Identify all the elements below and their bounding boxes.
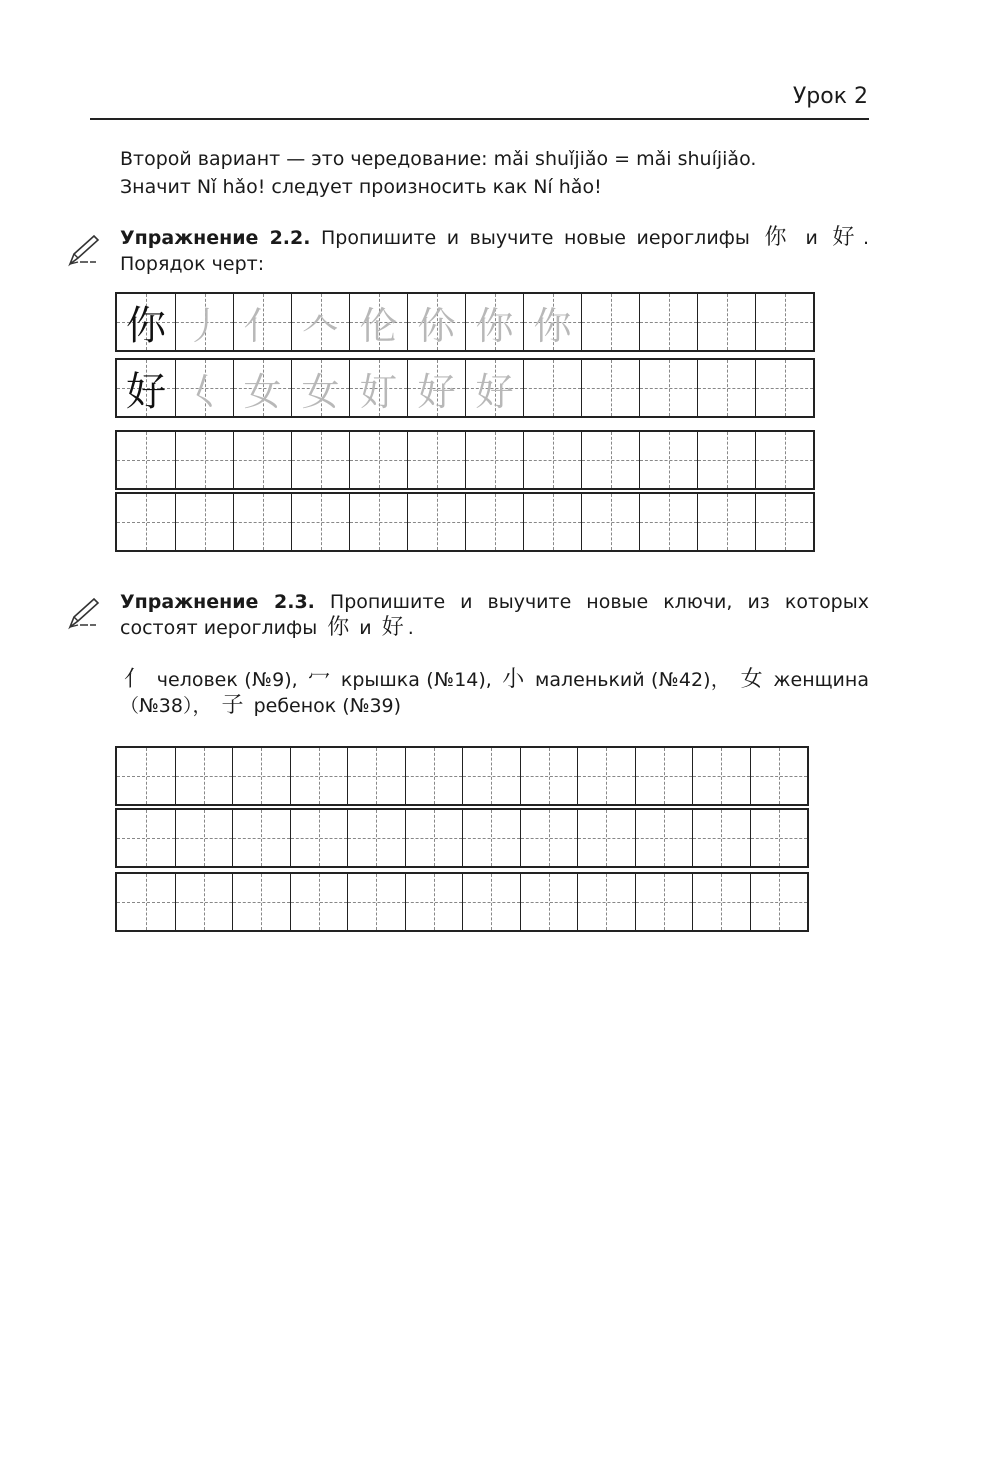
- grid-cell[interactable]: [465, 360, 523, 416]
- grid-cell[interactable]: [175, 874, 233, 930]
- grid-cell[interactable]: [692, 810, 750, 866]
- grid-cell[interactable]: [405, 874, 463, 930]
- grid-cell[interactable]: [697, 360, 755, 416]
- grid-cell[interactable]: [520, 748, 578, 804]
- radical-description: крышка (№14),: [334, 669, 492, 691]
- radical-description: маленький (№42): [528, 669, 711, 691]
- grid-cell[interactable]: [175, 748, 233, 804]
- grid-cell[interactable]: [462, 810, 520, 866]
- grid-cell[interactable]: [407, 432, 465, 488]
- grid-cell[interactable]: [462, 748, 520, 804]
- practice-row-hao: [115, 358, 815, 418]
- intro-line-1: Второй вариант — это чередование: mǎi shuǐjiǎo = mǎi shuíjiǎo.: [120, 148, 757, 170]
- stroke-order-step: 丿: [185, 303, 224, 348]
- pencil-icon: [64, 593, 104, 633]
- radical-separator: ，: [710, 669, 731, 691]
- exercise-2-2-label: Упражнение 2.2.: [120, 227, 311, 249]
- stroke-order-step: 你: [475, 303, 514, 348]
- radical-character: 亻: [124, 667, 147, 692]
- grid-cell[interactable]: [407, 294, 465, 350]
- practice-row-blank[interactable]: [115, 430, 815, 490]
- grid-cell[interactable]: [635, 810, 693, 866]
- stroke-order-step: 𠆢: [301, 303, 340, 348]
- radical-separator: ，: [192, 695, 212, 717]
- grid-cell[interactable]: [349, 432, 407, 488]
- grid-cell[interactable]: [697, 494, 755, 550]
- char-hao: 好: [832, 225, 859, 250]
- grid-cell[interactable]: [117, 748, 175, 804]
- grid-cell[interactable]: [291, 294, 349, 350]
- grid-cell[interactable]: [462, 874, 520, 930]
- grid-cell[interactable]: [639, 432, 697, 488]
- grid-cell[interactable]: [117, 810, 175, 866]
- grid-cell[interactable]: [755, 432, 813, 488]
- grid-cell[interactable]: [175, 810, 233, 866]
- radicals-list: [120, 667, 869, 719]
- grid-cell[interactable]: [639, 360, 697, 416]
- stroke-order-step: 奵: [359, 369, 398, 414]
- grid-cell[interactable]: [117, 874, 175, 930]
- grid-cell[interactable]: [349, 294, 407, 350]
- grid-cell[interactable]: [581, 294, 639, 350]
- radical-description: женщина （№38）: [120, 669, 869, 717]
- grid-cell[interactable]: [639, 494, 697, 550]
- grid-cell[interactable]: [755, 360, 813, 416]
- grid-cell[interactable]: [349, 360, 407, 416]
- grid-cell[interactable]: [407, 494, 465, 550]
- grid-cell[interactable]: [291, 494, 349, 550]
- grid-cell[interactable]: [577, 810, 635, 866]
- model-character: 你: [126, 302, 166, 349]
- grid-cell[interactable]: [523, 432, 581, 488]
- grid-cell[interactable]: [523, 494, 581, 550]
- char-hao: 好: [381, 615, 404, 640]
- grid-cell[interactable]: [349, 494, 407, 550]
- stroke-order-step: 女: [243, 369, 282, 414]
- radical-character: 小: [502, 667, 525, 692]
- grid-cell[interactable]: [232, 874, 290, 930]
- pencil-icon: [64, 230, 104, 270]
- stroke-order-step: 亻: [243, 303, 282, 348]
- practice-row-ni: [115, 292, 815, 352]
- grid-cell[interactable]: [233, 494, 291, 550]
- radical-character: 女: [740, 667, 764, 692]
- grid-cell[interactable]: [581, 432, 639, 488]
- grid-cell[interactable]: [520, 874, 578, 930]
- grid-cell[interactable]: [577, 748, 635, 804]
- grid-cell[interactable]: [233, 294, 291, 350]
- grid-cell[interactable]: [290, 810, 348, 866]
- grid-cell[interactable]: [755, 494, 813, 550]
- grid-cell[interactable]: [117, 360, 175, 416]
- radical-character: 冖: [308, 667, 331, 692]
- grid-cell[interactable]: [233, 432, 291, 488]
- grid-cell[interactable]: [465, 494, 523, 550]
- char-ni: 你: [764, 225, 791, 250]
- grid-cell[interactable]: [750, 810, 808, 866]
- radical-description: ребенок (№39): [247, 695, 402, 717]
- grid-cell[interactable]: [175, 432, 233, 488]
- radical-character: 子: [221, 693, 244, 718]
- intro-line-2: Значит Nǐ hǎo! следует произносить как Ní hǎo!: [120, 176, 602, 198]
- char-ni: 你: [327, 615, 350, 640]
- grid-cell[interactable]: [581, 360, 639, 416]
- grid-cell[interactable]: [175, 494, 233, 550]
- grid-cell[interactable]: [232, 748, 290, 804]
- stroke-order-step: 女: [301, 369, 340, 414]
- grid-cell[interactable]: [692, 874, 750, 930]
- grid-cell[interactable]: [291, 360, 349, 416]
- exercise-2-3-text: Упражнение 2.3. Пропишите и выучите новые ключи, из которых состоят иероглифы 你 и 好 .: [120, 591, 869, 640]
- grid-cell[interactable]: [520, 810, 578, 866]
- grid-cell[interactable]: [117, 294, 175, 350]
- grid-cell[interactable]: [577, 874, 635, 930]
- practice-row-blank[interactable]: [115, 492, 815, 552]
- grid-cell[interactable]: [347, 748, 405, 804]
- grid-cell[interactable]: [175, 360, 233, 416]
- stroke-order-step: 好: [417, 369, 456, 414]
- practice-row-blank[interactable]: [115, 872, 809, 932]
- stroke-order-step: 好: [475, 369, 514, 414]
- grid-cell[interactable]: [697, 432, 755, 488]
- practice-row-blank[interactable]: [115, 808, 809, 868]
- grid-cell[interactable]: [175, 294, 233, 350]
- grid-cell[interactable]: [697, 294, 755, 350]
- grid-cell[interactable]: [290, 748, 348, 804]
- grid-cell[interactable]: [407, 360, 465, 416]
- stroke-order-step: 𡿨: [185, 369, 224, 414]
- grid-cell[interactable]: [523, 360, 581, 416]
- model-character: 好: [126, 368, 166, 415]
- grid-cell[interactable]: [465, 432, 523, 488]
- grid-cell[interactable]: [750, 874, 808, 930]
- exercise-2-2-text: Упражнение 2.2. Пропишите и выучите новые иероглифы 你 и 好 . Порядок черт:: [120, 225, 869, 275]
- grid-cell[interactable]: [232, 810, 290, 866]
- grid-cell[interactable]: [347, 874, 405, 930]
- grid-cell[interactable]: [233, 360, 291, 416]
- grid-cell[interactable]: [635, 874, 693, 930]
- grid-cell[interactable]: [117, 494, 175, 550]
- grid-cell[interactable]: [581, 494, 639, 550]
- grid-cell[interactable]: [639, 294, 697, 350]
- grid-cell[interactable]: [523, 294, 581, 350]
- grid-cell[interactable]: [755, 294, 813, 350]
- grid-cell[interactable]: [405, 810, 463, 866]
- grid-cell[interactable]: [692, 748, 750, 804]
- grid-cell[interactable]: [405, 748, 463, 804]
- practice-row-blank[interactable]: [115, 746, 809, 806]
- radical-description: человек (№9),: [150, 669, 298, 691]
- grid-cell[interactable]: [117, 432, 175, 488]
- grid-cell[interactable]: [291, 432, 349, 488]
- stroke-order-step: 你: [533, 303, 572, 348]
- lesson-title: Урок 2: [792, 84, 868, 109]
- grid-cell[interactable]: [635, 748, 693, 804]
- grid-cell[interactable]: [290, 874, 348, 930]
- exercise-2-3-label: Упражнение 2.3.: [120, 591, 315, 613]
- grid-cell[interactable]: [465, 294, 523, 350]
- header-divider: [90, 118, 869, 120]
- grid-cell[interactable]: [347, 810, 405, 866]
- stroke-order-step: 伦: [359, 303, 398, 348]
- grid-cell[interactable]: [750, 748, 808, 804]
- stroke-order-step: 伱: [417, 303, 456, 348]
